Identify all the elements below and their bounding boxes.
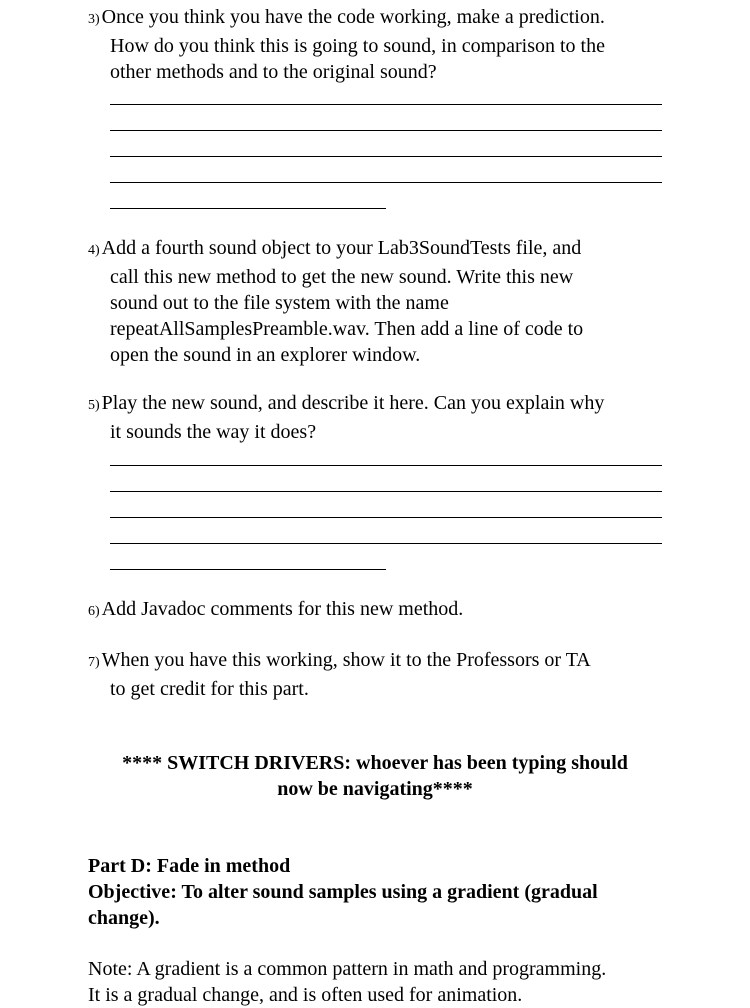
question-7-line-1 xyxy=(88,647,668,676)
question-4-line-2: call this new method to get the new sound. Write this new xyxy=(110,266,574,288)
question-6-number: 6) xyxy=(88,604,100,619)
answer-line[interactable] xyxy=(110,182,662,183)
question-7-line-2: to get credit for this part. xyxy=(110,678,309,700)
answer-line[interactable] xyxy=(110,208,386,209)
question-4-line-1 xyxy=(88,235,668,264)
answer-line[interactable] xyxy=(110,156,662,157)
question-3 xyxy=(88,4,668,85)
switch-drivers-notice xyxy=(88,750,662,802)
question-5-line-2: it sounds the way it does? xyxy=(110,421,317,443)
question-7 xyxy=(88,647,668,702)
part-d-title: Part D: Fade in method xyxy=(88,855,291,877)
question-7-number: 7) xyxy=(88,655,100,670)
question-3-line-3: other methods and to the original sound? xyxy=(110,61,437,83)
part-d-objective-line-1: Objective: To alter sound samples using a gradient (gradual xyxy=(88,881,598,903)
gradient-note xyxy=(88,956,668,1008)
question-4 xyxy=(88,235,668,368)
answer-line[interactable] xyxy=(110,465,662,466)
answer-line[interactable] xyxy=(110,130,662,131)
answer-line[interactable] xyxy=(110,104,662,105)
question-6 xyxy=(88,596,668,625)
question-4-line-3: sound out to the file system with the name xyxy=(110,292,449,314)
question-3-text-1: Once you think you have the code working, make a prediction. xyxy=(101,6,605,28)
question-5 xyxy=(88,390,668,445)
question-6-line-1 xyxy=(88,596,668,625)
question-3-number: 3) xyxy=(88,12,100,27)
switch-drivers-line-2: now be navigating**** xyxy=(277,778,473,800)
question-5-line-1 xyxy=(88,390,668,419)
part-d-heading xyxy=(88,853,668,931)
answer-line[interactable] xyxy=(110,569,386,570)
answer-line[interactable] xyxy=(110,491,662,492)
question-3-line-2: How do you think this is going to sound, in comparison to the xyxy=(110,35,605,57)
answer-line[interactable] xyxy=(110,543,662,544)
note-line-2: It is a gradual change, and is often used for animation. xyxy=(88,984,523,1006)
question-4-number: 4) xyxy=(88,243,100,258)
question-3-line-1 xyxy=(88,4,668,33)
question-4-line-4: repeatAllSamplesPreamble.wav. Then add a line of code to xyxy=(110,318,584,340)
question-7-text-1: When you have this working, show it to the Professors or TA xyxy=(101,649,591,671)
part-d-objective-line-2: change). xyxy=(88,907,160,929)
question-5-text-1: Play the new sound, and describe it here. Can you explain why xyxy=(101,392,605,414)
answer-line[interactable] xyxy=(110,517,662,518)
question-6-text-1: Add Javadoc comments for this new method. xyxy=(101,598,464,620)
question-4-text-1: Add a fourth sound object to your Lab3SoundTests file, and xyxy=(101,237,582,259)
question-5-number: 5) xyxy=(88,398,100,413)
question-4-line-5: open the sound in an explorer window. xyxy=(110,344,421,366)
note-line-1: Note: A gradient is a common pattern in math and programming. xyxy=(88,958,607,980)
switch-drivers-line-1: **** SWITCH DRIVERS: whoever has been typing should xyxy=(122,752,628,774)
